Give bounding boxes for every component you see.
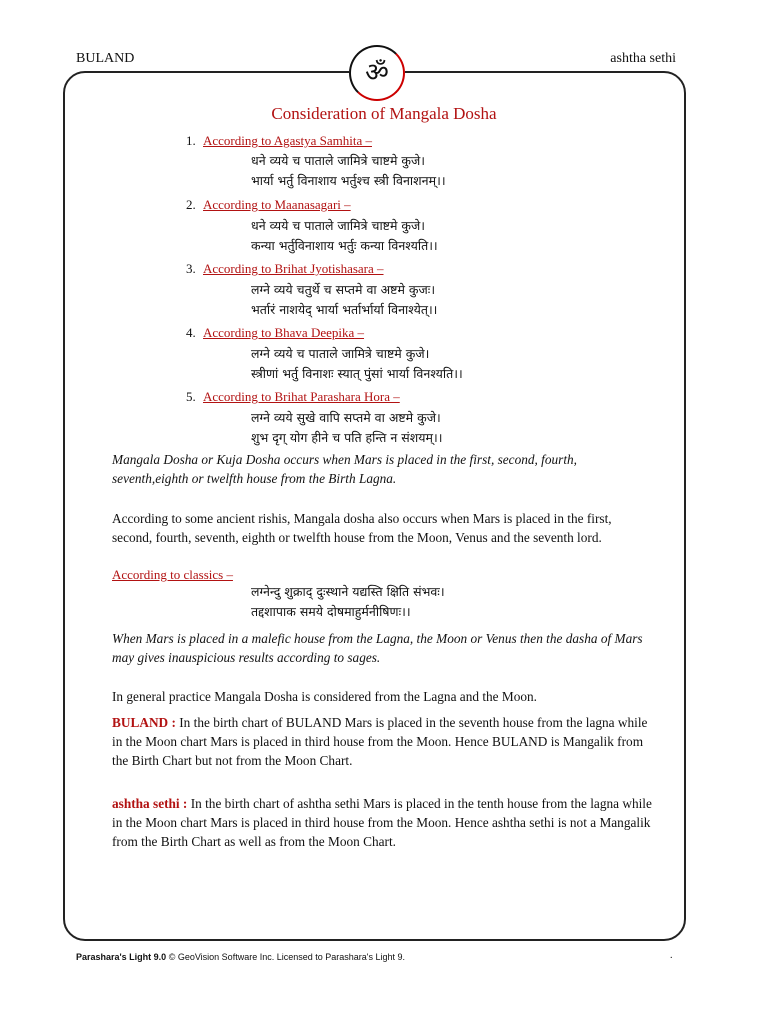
buland-paragraph [112,713,652,770]
footer-dot: . [670,950,673,961]
om-icon: ॐ [365,58,389,88]
verse-line: शुभ दृग् योग हीने च पति हन्ति न संशयम्।। [251,430,443,445]
list-item [186,325,364,341]
item-number: 5. [186,389,196,404]
classics-link[interactable]: According to classics – [112,567,233,582]
buland-text: In the birth chart of BULAND Mars is placed in the seventh house from the lagna while in the Moon chart Mars is placed in third house from the Moon. Hence BULAND is Mangalik from the Birth Chart but not from the Moon Chart. [112,715,648,768]
header-right-name: ashtha sethi [610,51,676,66]
verse-line: लग्ने व्यये चतुर्थे च सप्तमे वा अष्टमे कुजः। [251,282,436,297]
verse [251,151,446,191]
buland-label: BULAND : [112,715,176,730]
verse-line: कन्या भर्तुविनाशाय भर्तुः कन्या विनश्यति।। [251,238,438,253]
list-item [186,197,351,213]
verse-line: धने व्यये च पाताले जामित्रे चाष्टमे कुजे। [251,153,426,168]
list-item [186,261,384,277]
malefic-house-paragraph: When Mars is placed in a malefic house from the Lagna, the Moon or Venus then the dasha of Mars may gives inauspicious results according to sages. [112,631,643,665]
general-practice-paragraph: In general practice Mangala Dosha is considered from the Lagna and the Moon. [112,689,537,704]
verse-line: लग्ने व्यये सुखे वापि सप्तमे वा अष्टमे कुजे। [251,410,441,425]
list-item [186,133,372,149]
item-number: 2. [186,197,196,212]
verse-line: भर्तारं नाशयेद् भार्या भर्तार्भार्या विनाश्येत्।। [251,302,438,317]
verse-line: तद्दशापाक समये दोषमाहुर्मनीषिणः।। [251,604,411,619]
verse [251,280,437,320]
verse-line: लग्ने व्यये च पाताले जामित्रे चाष्टमे कुजे। [251,346,430,361]
source-link[interactable]: According to Brihat Jyotishasara – [203,261,384,276]
footer-product: Parashara's Light 9.0 [76,952,167,962]
ancient-rishis-paragraph: According to some ancient rishis, Mangala dosha also occurs when Mars is placed in the first, second, fourth, seventh, eighth or twelfth house from the Moon, Venus and the seventh lord. [112,511,612,545]
ashtha-label: ashtha sethi : [112,796,188,811]
page-title: Consideration of Mangala Dosha [271,104,497,123]
ashtha-paragraph [112,794,652,851]
source-link[interactable]: According to Bhava Deepika – [203,325,365,340]
verse [251,408,442,448]
verse-line: लग्नेन्दु शुक्राद् दुःस्थाने यद्यस्ति क्षिति संभवः। [251,584,445,599]
classics-verse [251,582,445,622]
verse [251,216,438,256]
source-link[interactable]: According to Maanasagari – [203,197,351,212]
verse-line: स्त्रीणां भर्तु विनाशः स्यात् पुंसां भार्या विनश्यति।। [251,366,463,381]
verse-line: धने व्यये च पाताले जामित्रे चाष्टमे कुजे। [251,218,426,233]
header-left-name: BULAND [76,51,135,66]
ashtha-text: In the birth chart of ashtha sethi Mars is placed in the tenth house from the lagna while in the Moon chart Mars is placed in third house from the Moon. Hence ashtha sethi is not a Mangalik from the Birth Chart as well as from the Moon Chart. [112,796,652,849]
footer-credit [76,952,405,962]
source-link[interactable]: According to Agastya Samhita – [203,133,372,148]
kuja-dosha-paragraph: Mangala Dosha or Kuja Dosha occurs when Mars is placed in the first, second, fourth, seventh,eighth or twelfth house from the Birth Lagna. [112,452,578,486]
verse [251,344,463,384]
item-number: 1. [186,133,196,148]
source-link[interactable]: According to Brihat Parashara Hora – [203,389,400,404]
om-logo [349,45,405,101]
item-number: 4. [186,325,196,340]
verse-line: भार्या भर्तु विनाशाय भर्तुश्च स्त्री विनाशनम्।। [251,173,446,188]
footer-text: © GeoVision Software Inc. Licensed to Parashara's Light 9. [166,952,406,962]
list-item [186,389,400,405]
item-number: 3. [186,261,196,276]
